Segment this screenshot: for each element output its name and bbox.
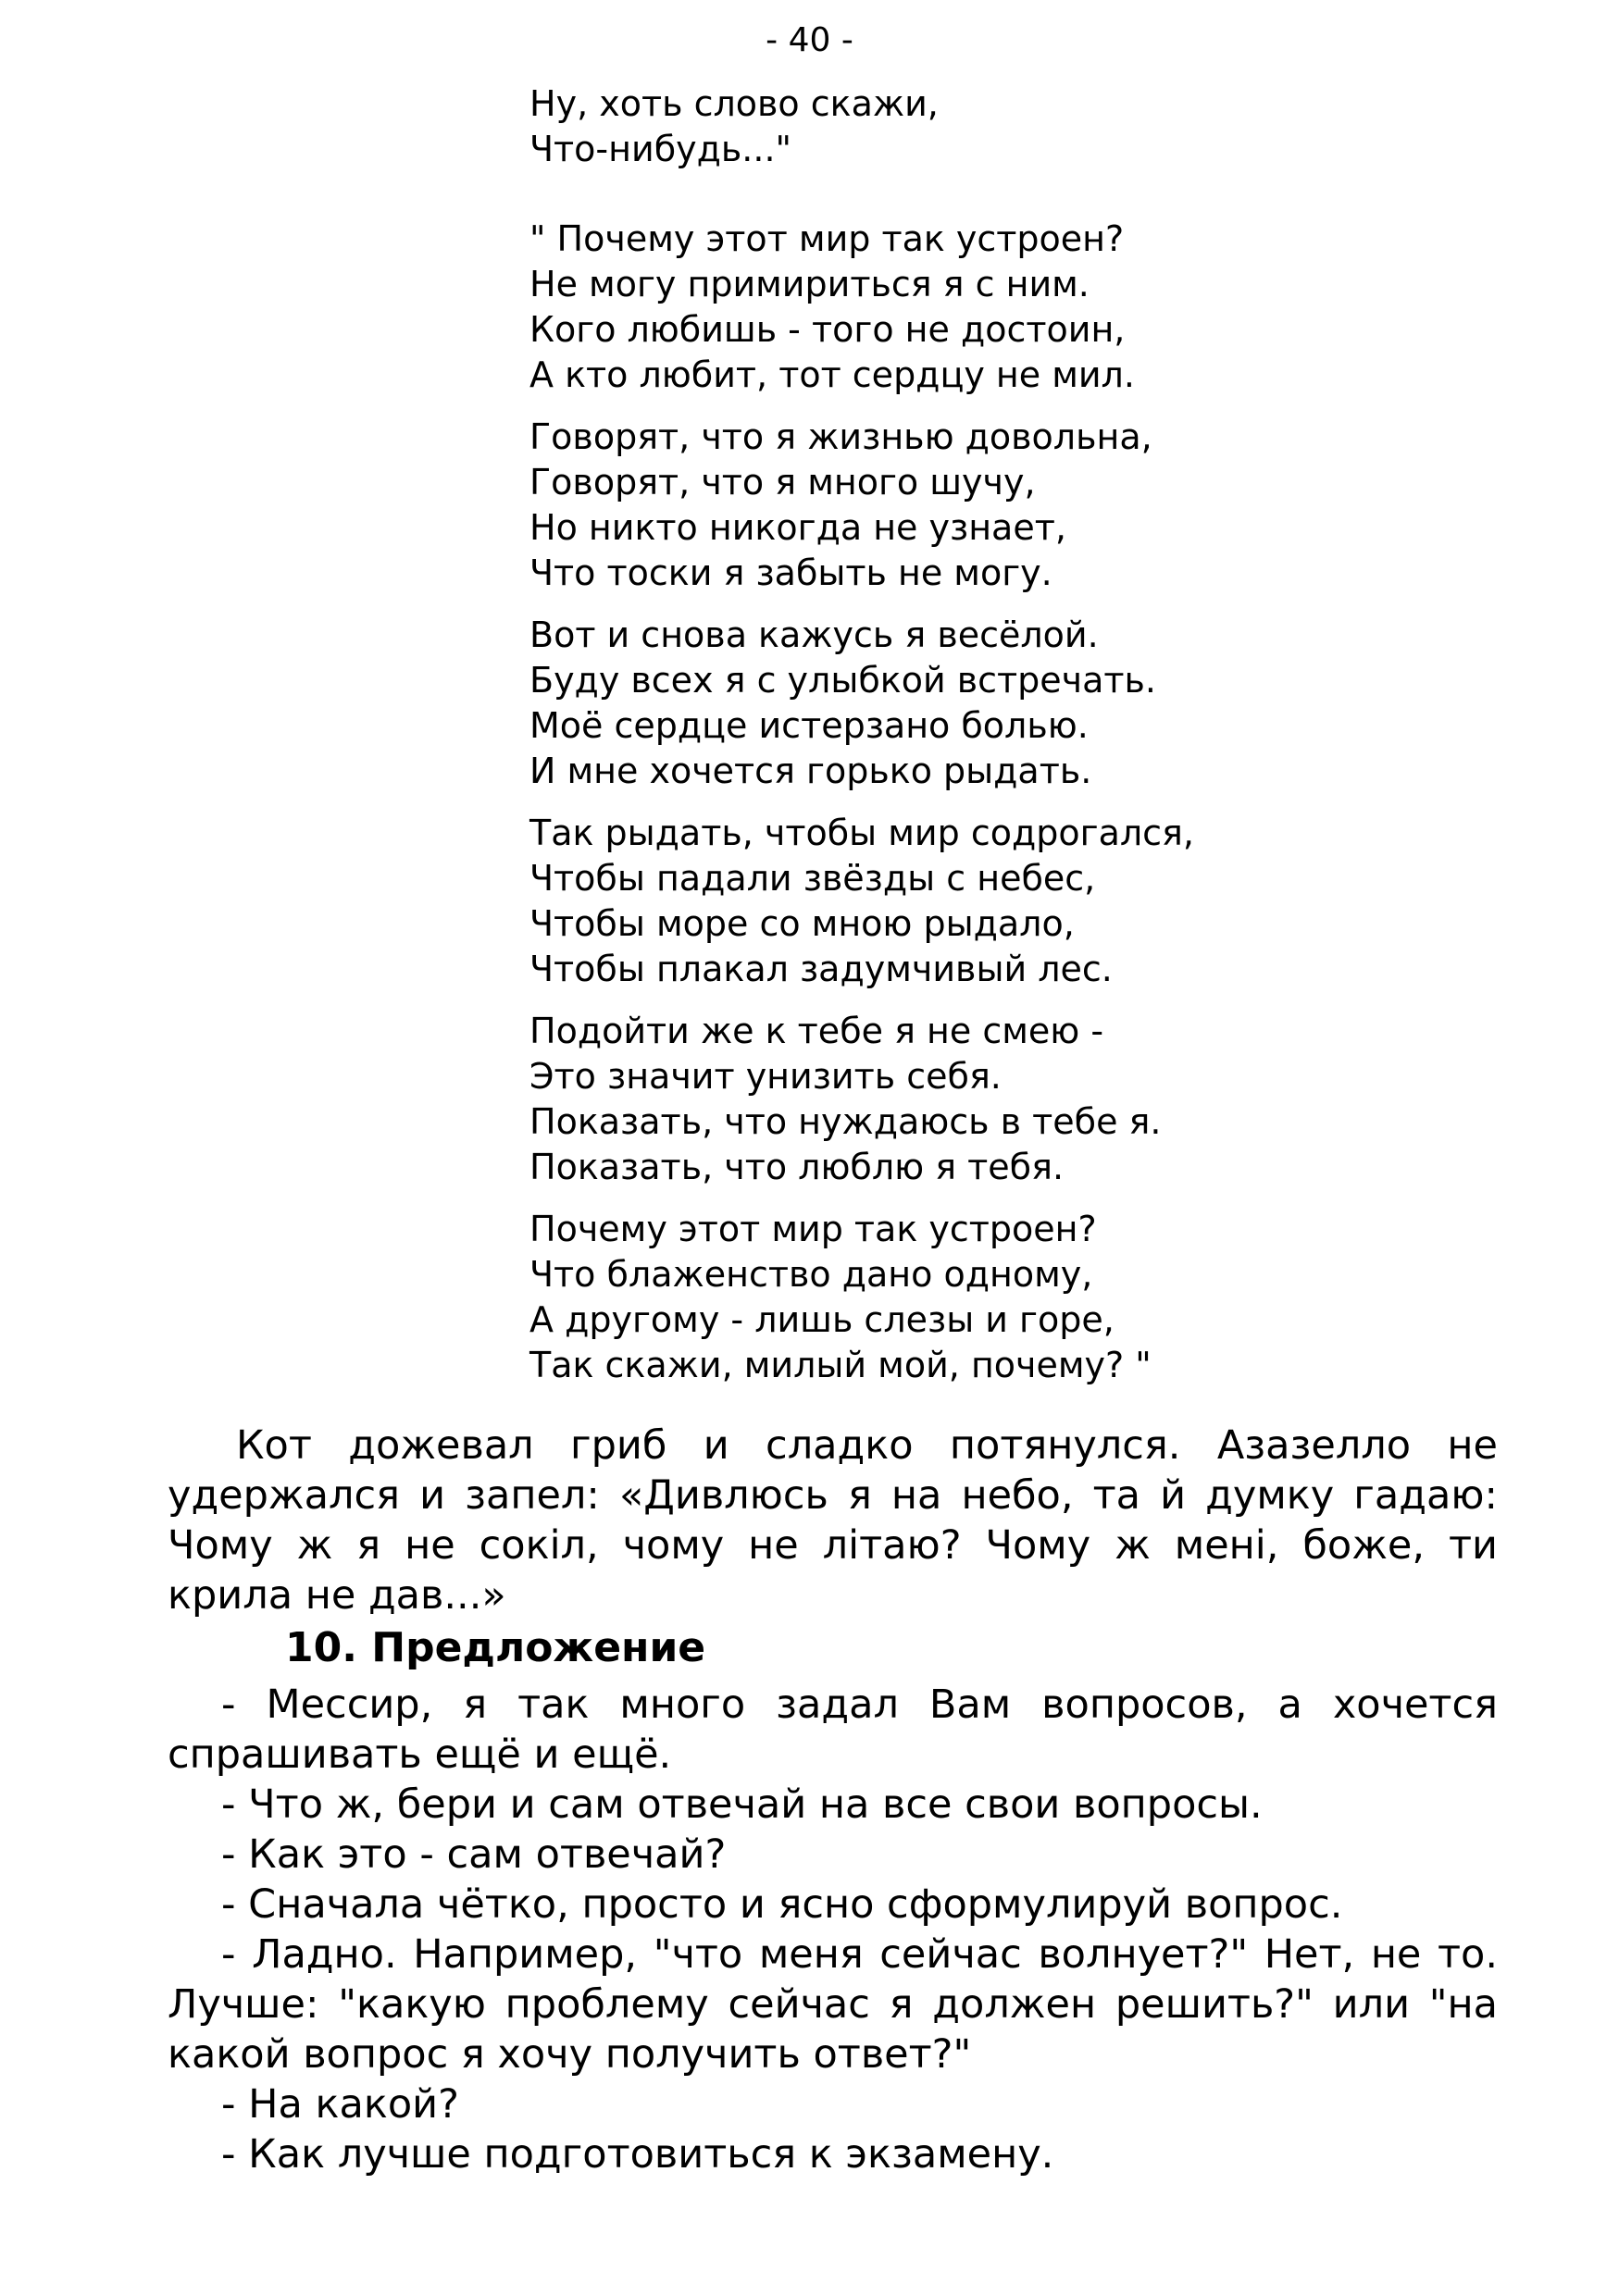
page-number: - 40 - [766,21,853,59]
poem-line: Не могу примириться я с ним. [529,264,1090,304]
poem [529,81,1548,1405]
poem-line: Но никто никогда не узнает, [529,507,1066,548]
dialog-line: - На какой? [221,2081,459,2128]
poem-line: Что-нибудь..." [529,129,791,169]
poem-stanza [529,1009,1548,1190]
poem-line: Кого любишь - того не достоин, [529,309,1126,350]
poem-line: Моё сердце истерзано болью. [529,705,1089,746]
poem-stanza [529,217,1548,398]
poem-line: Говорят, что я много шучу, [529,462,1036,503]
dialog-line: - Сначала чётко, просто и ясно сформулируй вопрос. [221,1881,1343,1928]
poem-stanza [529,415,1548,596]
poem-line: Так рыдать, чтобы мир содрогался, [529,813,1194,853]
poem-stanza [529,1207,1548,1388]
poem-line: Вот и снова кажусь я весёлой. [529,614,1099,655]
poem-line: Что блаженство дано одному, [529,1254,1093,1295]
poem-line: А другому - лишь слезы и горе, [529,1299,1115,1340]
poem-line: Показать, что нуждаюсь в тебе я. [529,1101,1162,1142]
chapter-heading: 10. Предложение [285,1624,706,1671]
dialog-line: - Как лучше подготовиться к экзамену. [221,2131,1054,2178]
poem-line: Чтобы море со мною рыдало, [529,903,1075,944]
poem-line: А кто любит, тот сердцу не мил. [529,354,1135,395]
dialog-line: - Что ж, бери и сам отвечай на все свои вопросы. [221,1781,1263,1828]
poem-line: Буду всех я с улыбкой встречать. [529,660,1157,701]
poem-line: Почему этот мир так устроен? [529,1209,1097,1249]
poem-stanza [529,811,1548,992]
poem-line: Подойти же к тебе я не смею - [529,1011,1104,1051]
poem-line: Чтобы падали звёзды с небес, [529,858,1096,899]
poem-line: И мне хочется горько рыдать. [529,751,1092,791]
poem-line: Это значит унизить себя. [529,1056,1002,1097]
dialog-line: - Ладно. Например, "что меня сейчас волнует?" Нет, не то. Лучше: "какую проблему сейчас я должен решить?" или "на какой вопрос я хочу получить ответ?" [168,1931,1498,2078]
prose-section [168,1421,1498,2179]
poem-line: Что тоски я забыть не могу. [529,552,1052,593]
poem-line: Чтобы плакал задумчивый лес. [529,949,1113,989]
dialog-line: - Мессир, я так много задал Вам вопросов, а хочется спрашивать ещё и ещё. [168,1682,1498,1778]
poem-line: Ну, хоть слово скажи, [529,83,939,124]
poem-line: Говорят, что я жизнью довольна, [529,416,1152,457]
poem-line: Так скажи, милый мой, почему? " [529,1345,1152,1385]
intro-paragraph: Кот дожевал гриб и сладко потянулся. Азазелло не удержался и запел: «Дивлюсь я на небо, та й думку гадаю: Чому ж я не сокіл, чому не літаю? Чому ж мені, боже, ти крила не дав...» [168,1422,1498,1619]
dialog-line: - Как это - сам отвечай? [221,1831,727,1878]
poem-stanza [529,613,1548,794]
poem-line: Показать, что люблю я тебя. [529,1147,1065,1187]
poem-line: " Почему этот мир так устроен? [529,218,1125,259]
poem-stanza [529,81,1548,172]
